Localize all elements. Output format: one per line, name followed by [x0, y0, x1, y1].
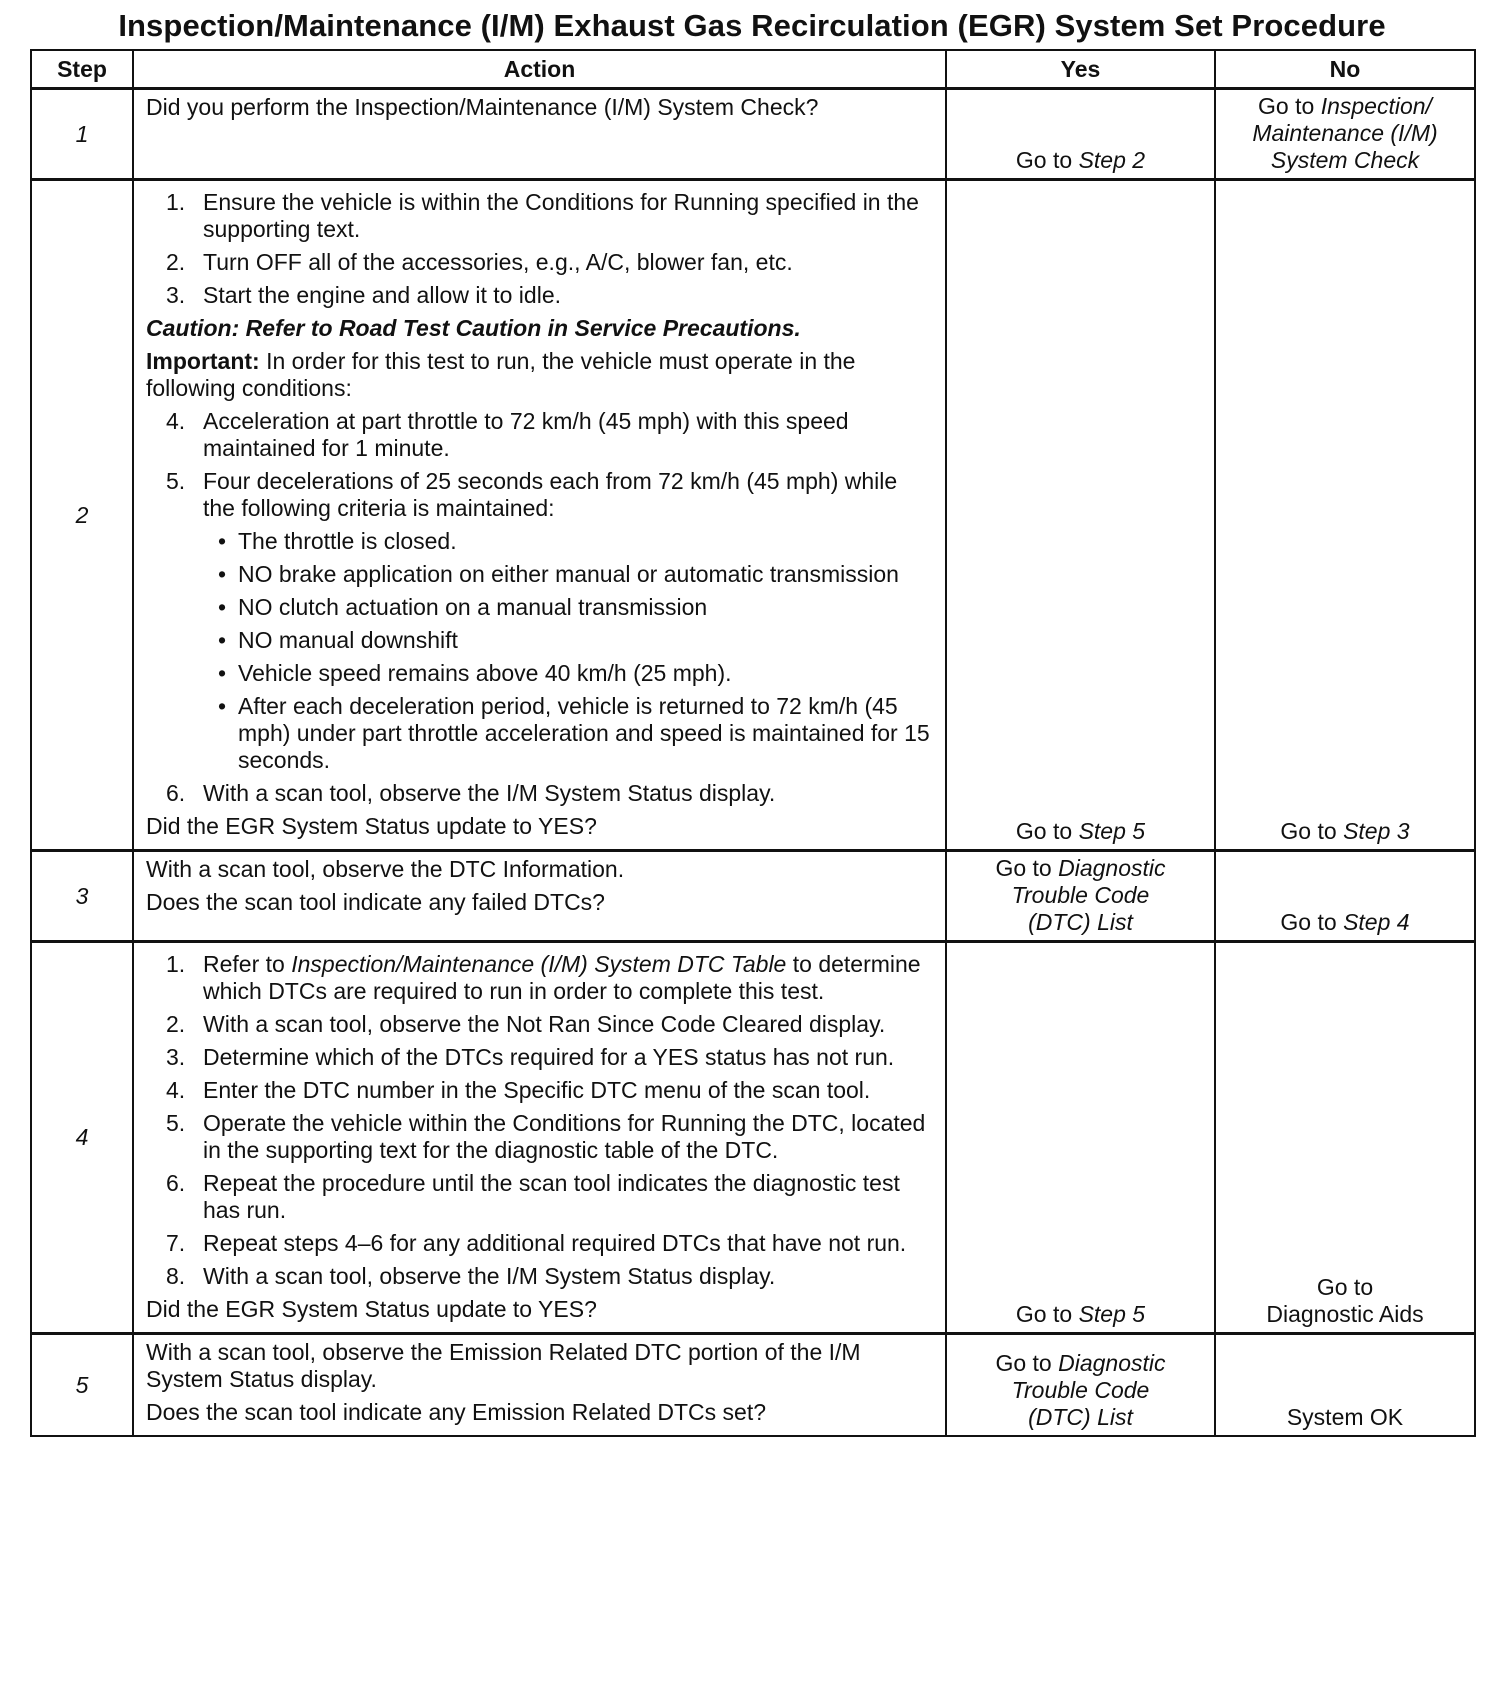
yes-link[interactable]: Step 2 — [1078, 147, 1146, 173]
criteria-list — [146, 528, 935, 774]
list-item: 5. Operate the vehicle within the Conditions for Running the DTC, located in the supporting text for the diagnostic table of the DTC. — [166, 1110, 926, 1163]
step-list — [146, 408, 935, 522]
yes-link[interactable]: Step 5 — [1078, 1301, 1146, 1327]
caution-note: Caution: Refer to Road Test Caution in Service Precautions. — [146, 315, 801, 341]
action-cell — [133, 89, 946, 180]
yes-cell — [946, 180, 1215, 851]
yes-link[interactable]: Diagnostic Trouble Code (DTC) List — [1011, 1350, 1166, 1430]
table-row-step-5 — [31, 1334, 1475, 1437]
list-item: 4. Acceleration at part throttle to 72 km/h (45 mph) with this speed maintained for 1 minute. — [166, 408, 849, 461]
yes-cell — [946, 942, 1215, 1334]
step-list — [146, 780, 935, 807]
instruction: With a scan tool, observe the Emission Related DTC portion of the I/M System Status display. — [146, 1339, 861, 1392]
yes-link[interactable]: Diagnostic Trouble Code (DTC) List — [1011, 855, 1166, 935]
action-cell — [133, 1334, 946, 1437]
table-row-step-2 — [31, 180, 1475, 851]
no-link[interactable]: Step 3 — [1343, 818, 1410, 844]
step-number: 2 — [31, 180, 133, 851]
question: Did you perform the Inspection/Maintenance (I/M) System Check? — [146, 94, 819, 120]
list-item: 7. Repeat steps 4–6 for any additional required DTCs that have not run. — [166, 1230, 907, 1256]
header-yes: Yes — [946, 50, 1215, 89]
yes-prefix: Go to — [1015, 818, 1073, 844]
step-list — [146, 189, 935, 309]
no-link[interactable]: Diagnostic Aids — [1266, 1301, 1424, 1327]
list-item: 8. With a scan tool, observe the I/M System Status display. — [166, 1263, 776, 1289]
table-header-row — [31, 50, 1475, 89]
step-list — [146, 951, 935, 1290]
table-row-step-4 — [31, 942, 1475, 1334]
no-cell — [1215, 89, 1475, 180]
dtc-table-link[interactable]: Inspection/Maintenance (I/M) System DTC Table — [291, 951, 787, 977]
important-note — [146, 348, 935, 402]
list-item: 1. Refer to Inspection/Maintenance (I/M) System DTC Table to determine which DTCs are required to run in order to complete this test. — [166, 951, 921, 1004]
no-cell — [1215, 851, 1475, 942]
instruction: With a scan tool, observe the DTC Information. — [146, 856, 625, 882]
question: Did the EGR System Status update to YES? — [146, 1296, 597, 1322]
action-cell — [133, 851, 946, 942]
no-link[interactable]: Inspection/ Maintenance (I/M) System Check — [1252, 93, 1438, 173]
no-prefix: Go to — [1258, 93, 1315, 119]
action-cell — [133, 180, 946, 851]
page-title: Inspection/Maintenance (I/M) Exhaust Gas Recirculation (EGR) System Set Procedure — [118, 8, 1386, 43]
header-action: Action — [133, 50, 946, 89]
list-item: • NO manual downshift — [146, 627, 935, 654]
yes-cell — [946, 1334, 1215, 1437]
header-no: No — [1215, 50, 1475, 89]
step-number: 5 — [31, 1334, 133, 1437]
question: Did the EGR System Status update to YES? — [146, 813, 597, 839]
yes-cell — [946, 89, 1215, 180]
list-item: 3. Determine which of the DTCs required for a YES status has not run. — [166, 1044, 895, 1070]
important-text: In order for this test to run, the vehicle must operate in the following conditions: — [146, 348, 856, 401]
yes-prefix: Go to — [1015, 147, 1073, 173]
table-row-step-3 — [31, 851, 1475, 942]
yes-prefix: Go to — [995, 855, 1052, 881]
important-label: Important: — [146, 348, 260, 374]
step-number: 4 — [31, 942, 133, 1334]
list-item: 1. Ensure the vehicle is within the Conditions for Running specified in the supporting text. — [166, 189, 919, 242]
no-cell — [1215, 942, 1475, 1334]
list-item: • Vehicle speed remains above 40 km/h (25 mph). — [146, 660, 935, 687]
header-step: Step — [31, 50, 133, 89]
list-item: • After each deceleration period, vehicle is returned to 72 km/h (45 mph) under part throttle acceleration and speed is maintained for 15 seconds. — [146, 693, 935, 774]
yes-link[interactable]: Step 5 — [1078, 818, 1146, 844]
procedure-table — [30, 49, 1476, 1437]
no-link[interactable]: Step 4 — [1343, 909, 1410, 935]
question: Does the scan tool indicate any Emission Related DTCs set? — [146, 1399, 767, 1425]
list-item: 6. Repeat the procedure until the scan tool indicates the diagnostic test has run. — [166, 1170, 900, 1223]
question: Does the scan tool indicate any failed DTCs? — [146, 889, 605, 915]
no-cell — [1215, 180, 1475, 851]
no-result: System OK — [1286, 1404, 1404, 1430]
no-cell — [1215, 1334, 1475, 1437]
list-item: 2. With a scan tool, observe the Not Ran Since Code Cleared display. — [166, 1011, 886, 1037]
step-number: 1 — [31, 89, 133, 180]
list-item: • NO clutch actuation on a manual transmission — [146, 594, 935, 621]
list-item: 3. Start the engine and allow it to idle. — [166, 282, 562, 308]
action-cell — [133, 942, 946, 1334]
list-item: 5. Four decelerations of 25 seconds each from 72 km/h (45 mph) while the following criteria is maintained: — [166, 468, 898, 521]
list-item: 4. Enter the DTC number in the Specific DTC menu of the scan tool. — [166, 1077, 871, 1103]
list-item: 6. With a scan tool, observe the I/M System Status display. — [166, 780, 776, 806]
no-prefix: Go to — [1280, 909, 1337, 935]
yes-cell — [946, 851, 1215, 942]
step-number: 3 — [31, 851, 133, 942]
list-item: • NO brake application on either manual or automatic transmission — [146, 561, 935, 588]
no-prefix: Go to — [1280, 818, 1337, 844]
list-item: • The throttle is closed. — [146, 528, 935, 555]
no-prefix: Go to — [1316, 1274, 1374, 1300]
list-item: 2. Turn OFF all of the accessories, e.g., A/C, blower fan, etc. — [166, 249, 793, 275]
yes-prefix: Go to — [995, 1350, 1052, 1376]
table-row-step-1 — [31, 89, 1475, 180]
yes-prefix: Go to — [1015, 1301, 1073, 1327]
